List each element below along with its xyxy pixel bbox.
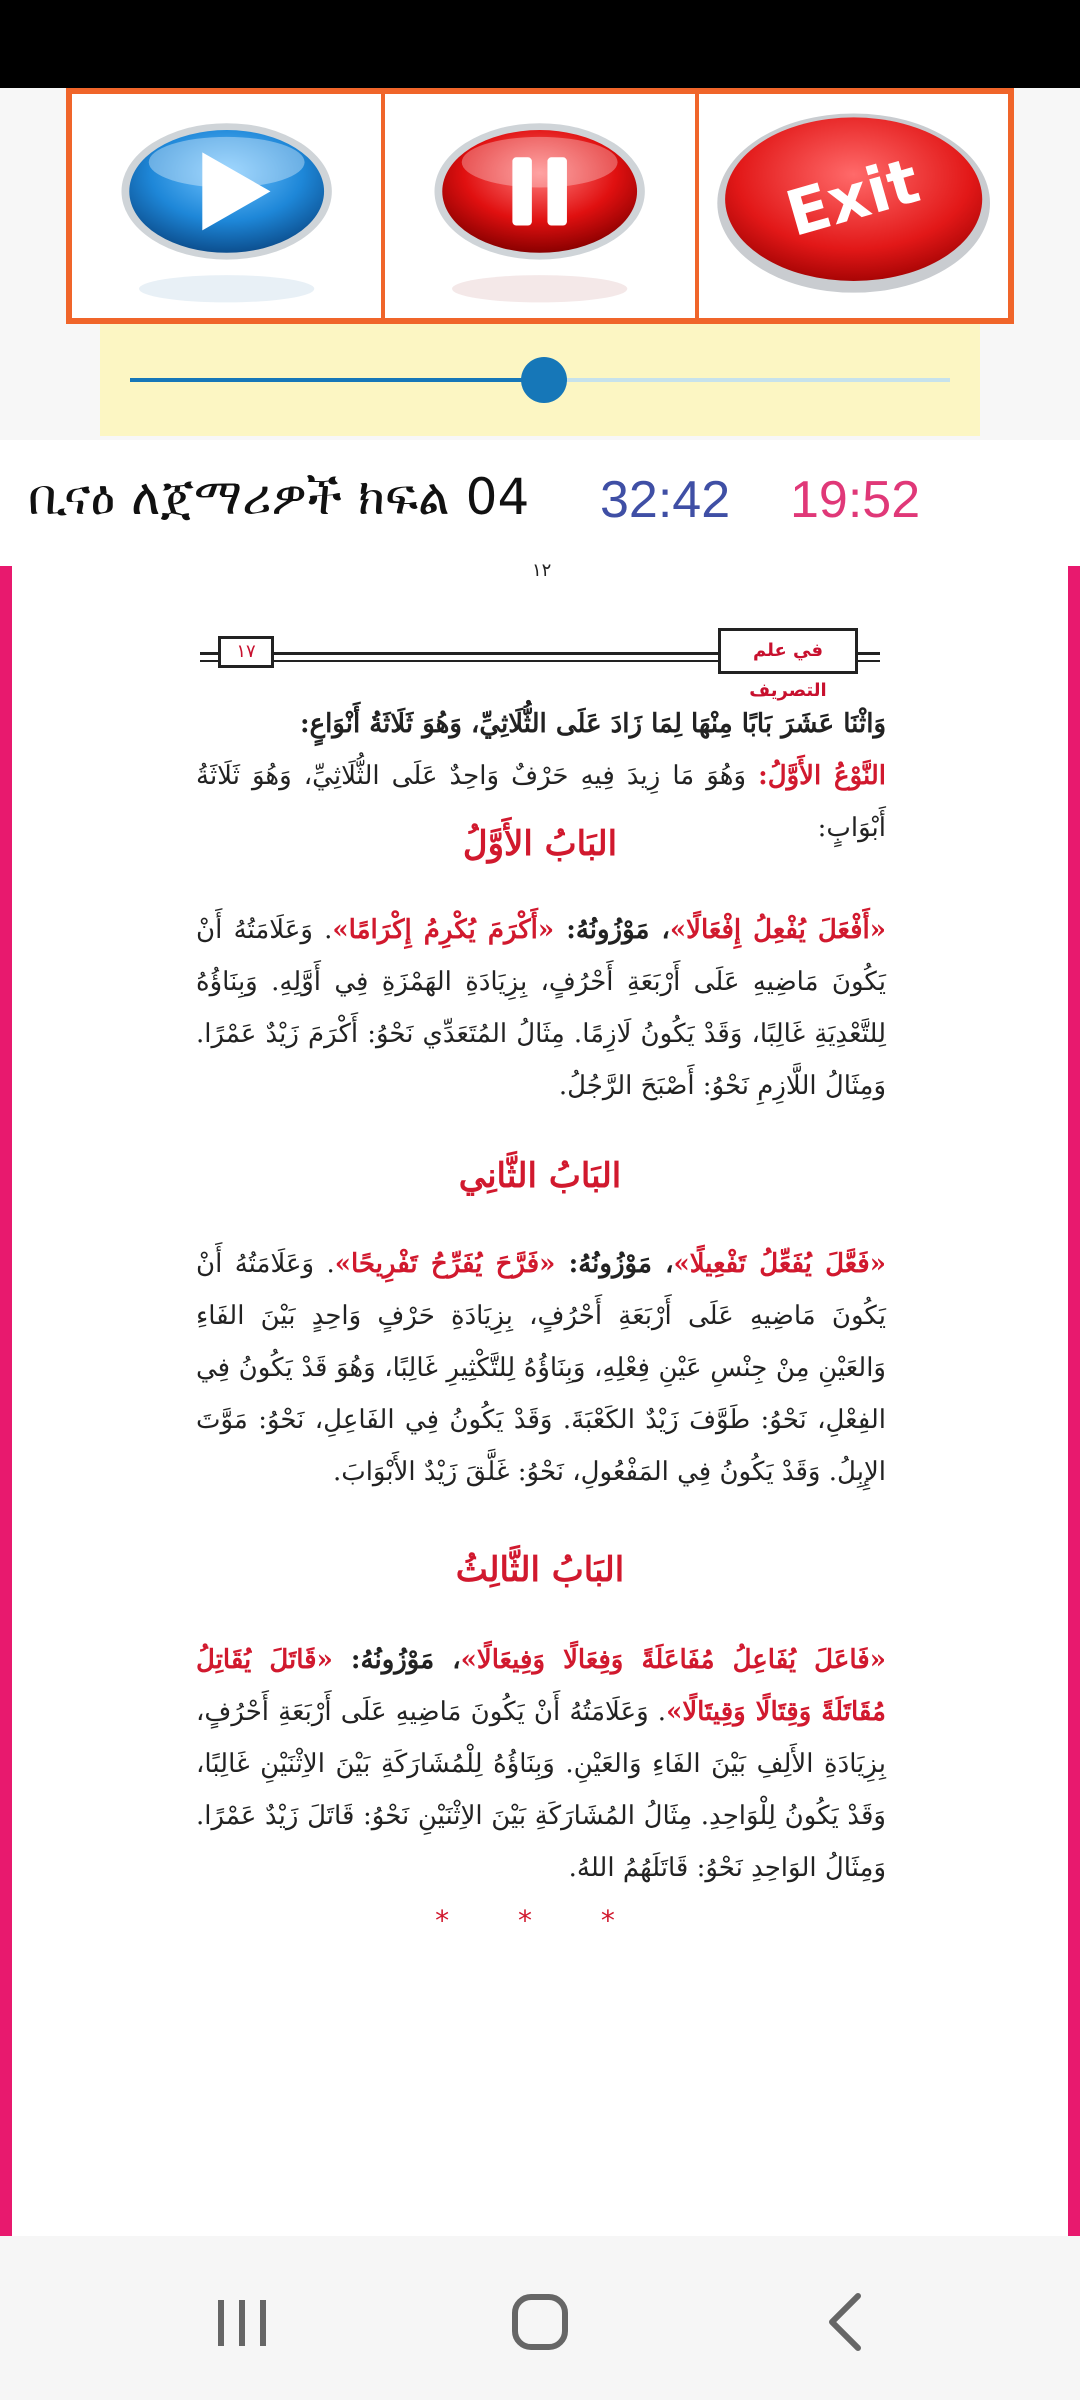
type1-label: النَّوْعُ الأَوَّلُ: (758, 761, 886, 791)
page-header (200, 630, 880, 701)
chapter1-weight-label: ، مَوْزُونُهُ: (554, 915, 670, 945)
current-time: 19:52 (790, 471, 921, 529)
play-button[interactable] (72, 94, 385, 318)
type1-text: وَهُوَ مَا زِيدَ فِيهِ حَرْفٌ وَاحِدٌ عَلَى الثُّلَاثِيِّ، وَهُوَ ثَلَاثَةُ أَبْوَابٍ: (196, 761, 886, 843)
recents-button[interactable] (192, 2272, 292, 2372)
play-icon (72, 94, 381, 318)
recents-icon (192, 2272, 292, 2372)
chapter1-pattern: «أَفْعَلَ يُفْعِلُ إِفْعَالًا» (669, 915, 886, 945)
exit-label: Exit (777, 143, 927, 251)
chapter3-weight-label: ، مَوْزُونُهُ: (332, 1645, 461, 1675)
chapter3-weight: «قَاتَلَ يُقَاتِلُ مُقَاتَلَةً وَقِتَالًا وَقِيتَالًا» (196, 1645, 886, 1727)
chapter2-pattern: «فَعَّلَ يُفَعِّلُ تَفْعِيلًا» (673, 1249, 886, 1279)
pause-button[interactable] (385, 94, 698, 318)
intro-line: وَاثْنَا عَشَرَ بَابًا مِنْهَا لِمَا زَادَ عَلَى الثُّلَاثِيِّ، وَهُوَ ثَلَاثَةُ أَنْوَاعٍ: (299, 709, 886, 739)
track-title: ቢናዕ ለጀማሪዎች ክፍል 04 (28, 468, 530, 526)
header-page-number: ١٧ (218, 636, 274, 668)
chapter2-weight: «فَرَّحَ يُفَرِّحُ تَفْرِيحًا» (334, 1249, 556, 1279)
chapter3-text: . وَعَلَامَتُهُ أَنْ يَكُونَ مَاضِيهِ عَلَى أَرْبَعَةِ أَحْرُفٍ، بِزِيَادَةِ الأَلِفِ بَيْنَ الفَاءِ وَالعَيْنِ. وَبِنَاؤُهُ لِلْمُشَارَكَةِ بَيْنَ الاِثْنَيْنِ غَالِبًا، وَقَدْ يَكُونُ لِلْوَاحِدِ. مِثَالُ المُشَارَكَةِ بَيْنَ الاِثْنَيْنِ نَحْوُ: قَاتَلَ زَيْدٌ عَمْرًا. وَمِثَالُ الوَاحِدِ نَحْوُ: قَاتَلَهُمُ اللهُ. (196, 1697, 886, 1883)
seek-thumb[interactable] (521, 357, 567, 403)
chapter2-paragraph (196, 1238, 886, 1498)
seek-progress (130, 378, 544, 382)
exit-icon (699, 94, 1008, 318)
navigation-bar (0, 2236, 1080, 2400)
chapter2-weight-label: ، مَوْزُونُهُ: (555, 1249, 674, 1279)
end-marks: * * * (435, 1904, 645, 1937)
back-icon (796, 2272, 896, 2372)
header-title: في علم التصريف (718, 628, 858, 674)
player-controls (66, 88, 1014, 324)
total-time: 32:42 (600, 471, 731, 529)
chapter3-paragraph (196, 1634, 886, 1894)
page-number: ١٢ (532, 560, 552, 581)
chapter2-title: البَابُ الثَّانِي (458, 1156, 622, 1196)
book-page[interactable] (0, 560, 1080, 2236)
seek-panel (100, 324, 980, 436)
chapter1-text: . وَعَلَامَتُهُ أَنْ يَكُونَ مَاضِيهِ عَلَى أَرْبَعَةِ أَحْرُفٍ، بِزِيَادَةِ الهَمْزَةِ فِي أَوَّلِهِ. وَبِنَاؤُهُ لِلتَّعْدِيَةِ غَالِبًا، وَقَدْ يَكُونُ لَازِمًا. مِثَالُ المُتَعَدِّي نَحْوُ: أَكْرَمَ زَيْدٌ عَمْرًا. وَمِثَالُ اللَّازِمِ نَحْوُ: أَصْبَحَ الرَّجُلُ. (196, 915, 886, 1101)
chapter3-title: البَابُ الثَّالِثُ (455, 1550, 625, 1590)
chapter1-weight: «أَكْرَمَ يُكْرِمُ إِكْرَامًا» (332, 915, 555, 945)
back-button[interactable] (796, 2272, 896, 2372)
chapter1-title: البَابُ الأَوَّلُ (462, 824, 618, 864)
home-button[interactable] (490, 2272, 590, 2372)
exit-button[interactable] (699, 94, 1008, 318)
page-edge-right (1068, 566, 1080, 2236)
chapter3-pattern: «فَاعَلَ يُفَاعِلُ مُفَاعَلَةً وَفِعَالًا وَفِيعَالًا» (460, 1645, 886, 1675)
page-edge-left (0, 566, 12, 2236)
status-bar (0, 0, 1080, 88)
seek-bar[interactable] (130, 378, 950, 382)
pause-icon (385, 94, 694, 318)
track-info (0, 440, 1080, 566)
chapter2-text: . وَعَلَامَتُهُ أَنْ يَكُونَ مَاضِيهِ عَلَى أَرْبَعَةِ أَحْرُفٍ، بِزِيَادَةِ حَرْفٍ وَاحِدٍ بَيْنَ الفَاءِ وَالعَيْنِ مِنْ جِنْسِ عَيْنِ فِعْلِهِ، وَبِنَاؤُهُ لِلتَّكْثِيرِ غَالِبًا، وَهُوَ قَدْ يَكُونُ فِي الفِعْلِ، نَحْوُ: طَوَّفَ زَيْدٌ الكَعْبَةَ. وَقَدْ يَكُونُ فِي الفَاعِلِ، نَحْوُ: مَوَّتَ الإِبِلُ. وَقَدْ يَكُونُ فِي المَفْعُولِ، نَحْوُ: غَلَّقَ زَيْدٌ الأَبْوَابَ. (196, 1249, 886, 1487)
chapter1-paragraph (196, 904, 886, 1112)
home-icon (490, 2272, 590, 2372)
